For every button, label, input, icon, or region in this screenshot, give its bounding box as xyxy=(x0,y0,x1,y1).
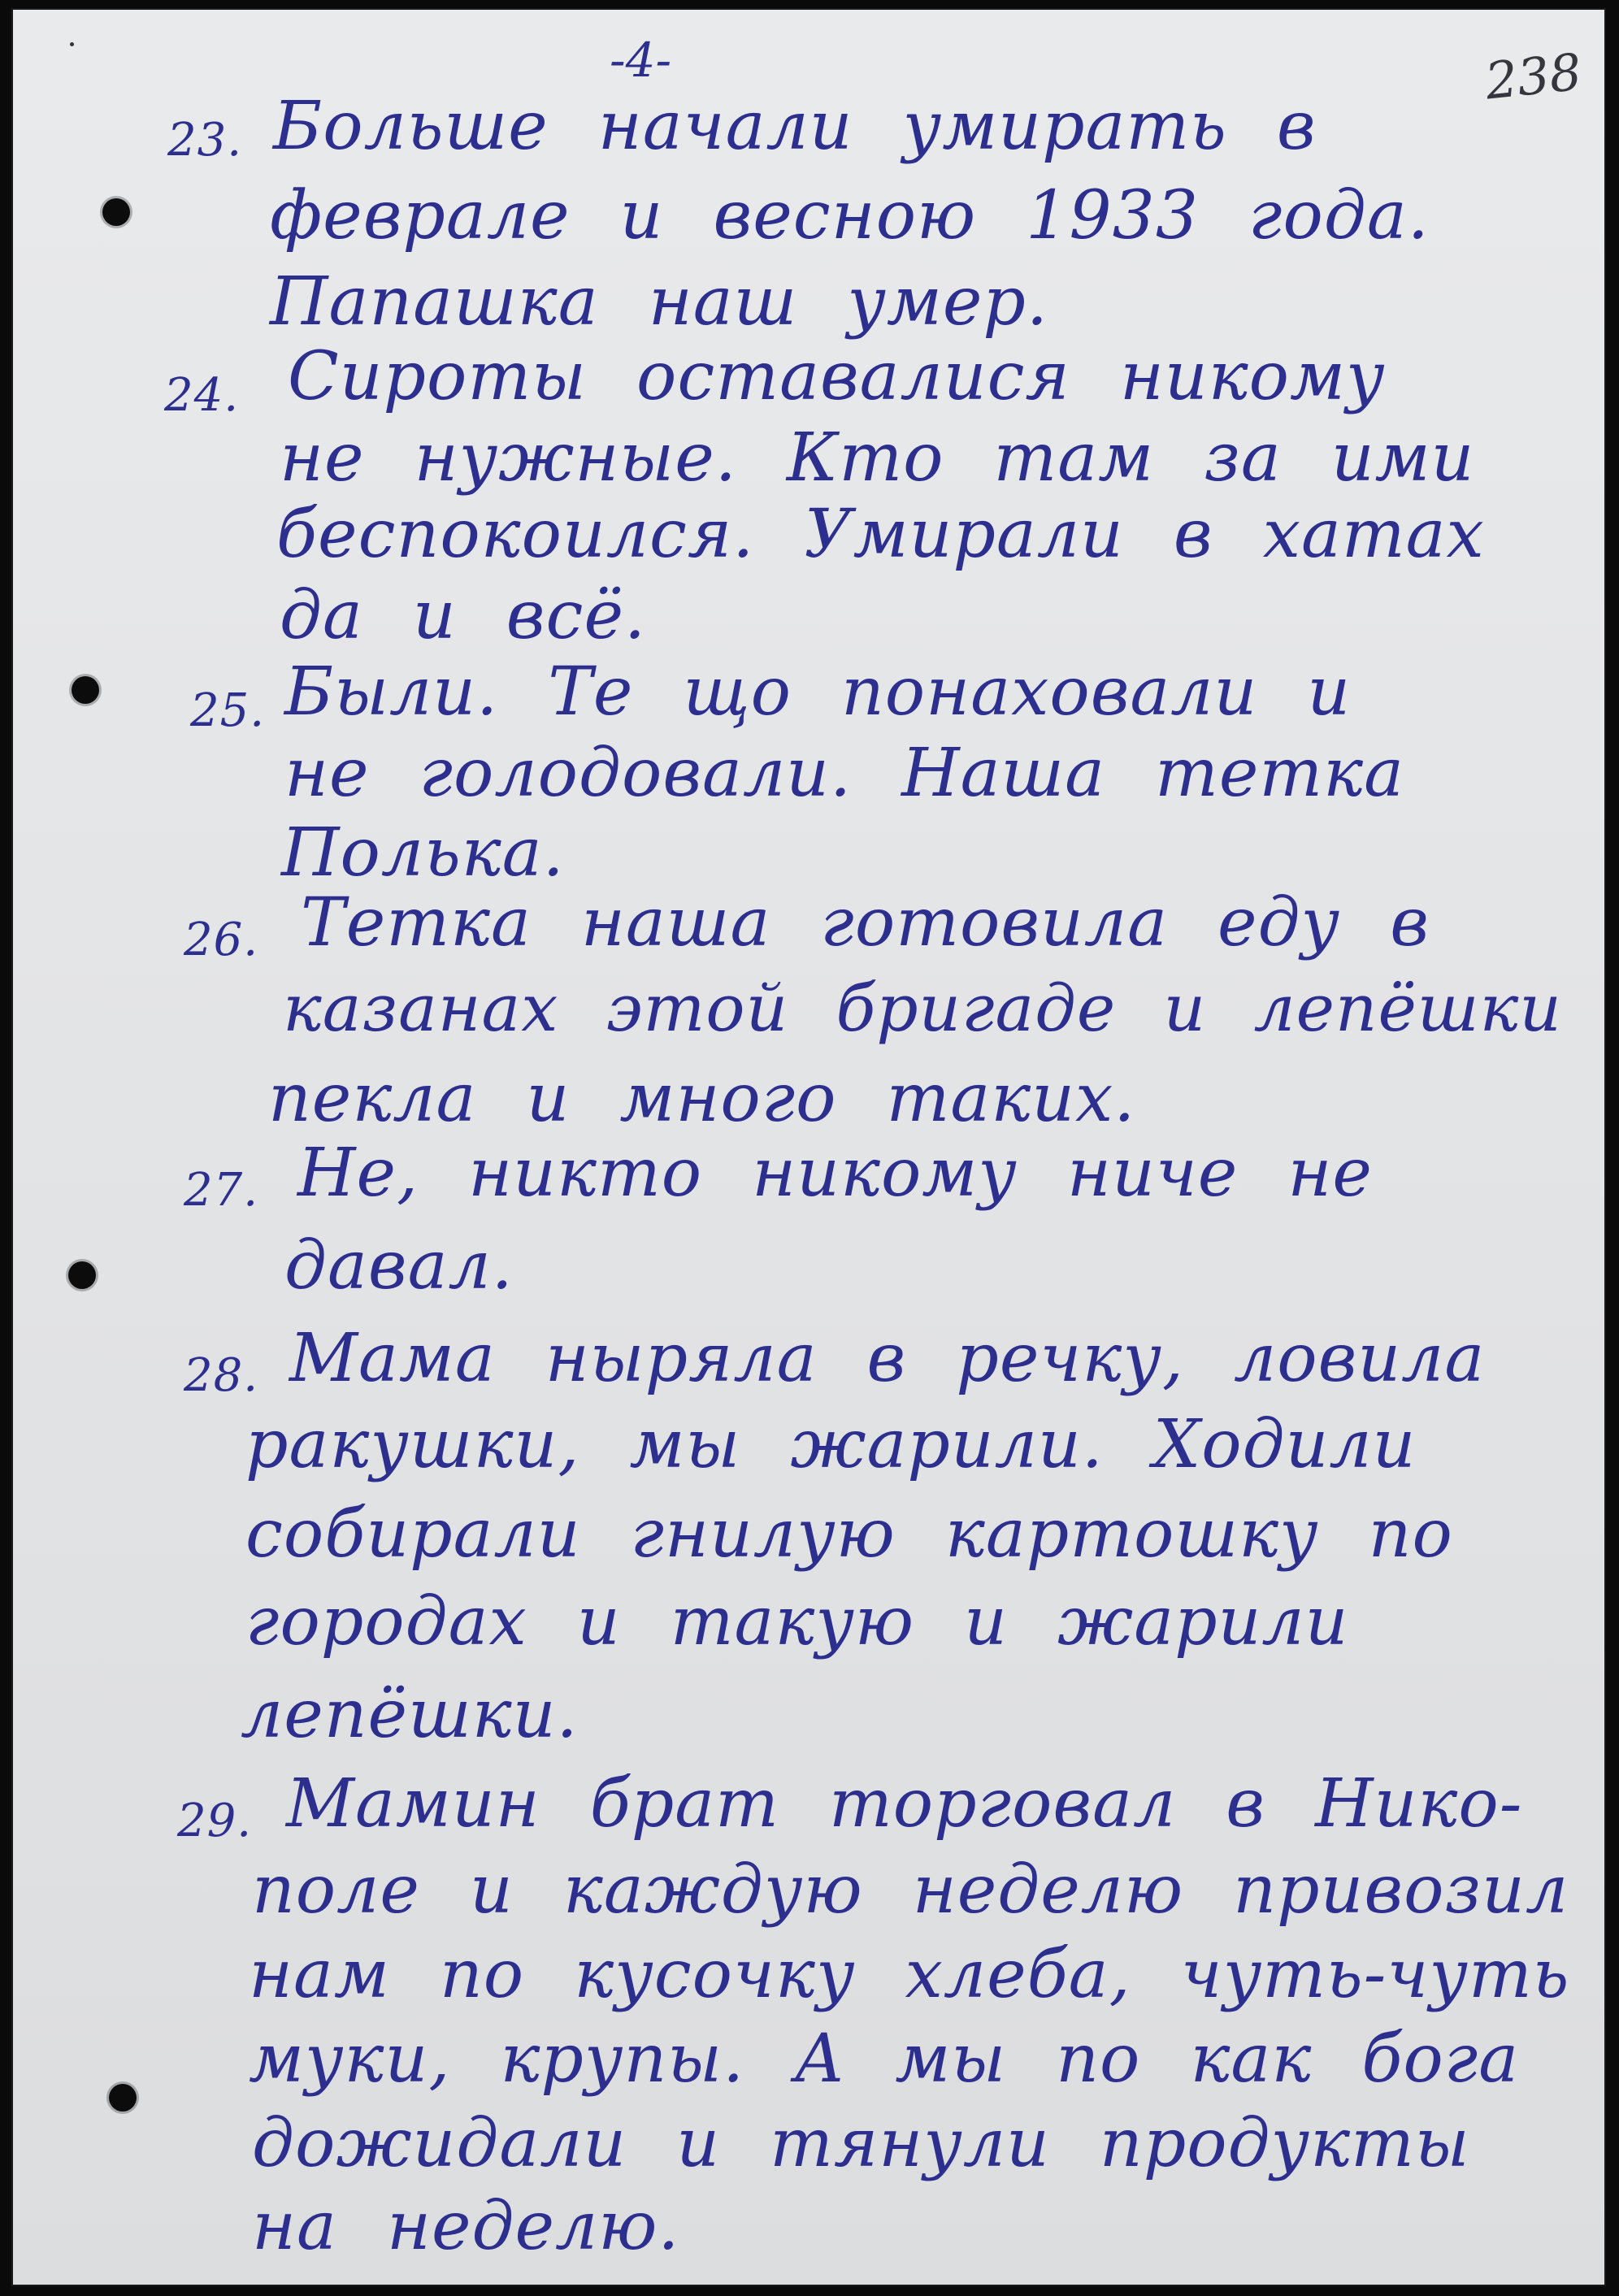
answer-line: да и всё. xyxy=(280,577,647,654)
answer-line: городах и такую и жарили xyxy=(245,1583,1349,1660)
punch-hole xyxy=(72,676,99,704)
answer-line: Не, никто никому ниче не xyxy=(297,1135,1373,1212)
punch-hole xyxy=(68,1261,96,1289)
document-page xyxy=(11,8,1606,2286)
punch-hole xyxy=(102,198,130,226)
item-number: 23. xyxy=(167,114,243,167)
answer-line: Мама ныряла в речку, ловила xyxy=(289,1320,1486,1397)
pencil-mark xyxy=(70,42,74,46)
answer-line: лепёшки. xyxy=(241,1676,579,1753)
item-number: 26. xyxy=(184,914,259,966)
item-number: 28. xyxy=(184,1349,259,1402)
answer-line: на неделю. xyxy=(252,2188,680,2265)
answer-line: беспокоился. Умирали в хатах xyxy=(276,496,1485,573)
answer-line: не голодовали. Наша тетка xyxy=(284,735,1405,812)
answer-line: Папашка наш умер. xyxy=(270,263,1048,341)
item-number: 24. xyxy=(164,369,240,422)
item-number: 25. xyxy=(190,684,266,737)
answer-line: ракушки, мы жарили. Ходили xyxy=(245,1406,1417,1483)
answer-line: Мамин брат торговал в Нико- xyxy=(286,1765,1523,1842)
answer-line: нам по кусочку хлеба, чуть-чуть xyxy=(249,1936,1570,2013)
answer-line: Тетка наша готовила еду в xyxy=(301,884,1430,961)
item-number: 29. xyxy=(177,1795,253,1847)
answer-line: Больше начали умирать в xyxy=(273,88,1317,165)
punch-hole xyxy=(109,2084,137,2112)
answer-line: казанах этой бригаде и лепёшки xyxy=(283,970,1562,1046)
answer-line: поле и каждую неделю привозил xyxy=(252,1851,1569,1929)
answer-line: Были. Те що понаховали и xyxy=(284,653,1352,731)
answer-line: Полька. xyxy=(281,814,565,892)
page-number: -4- xyxy=(610,33,672,88)
answer-line: муки, крупы. А мы по как бога xyxy=(249,2020,1520,2098)
archive-number: 238 xyxy=(1482,41,1585,111)
answer-line: Сироты оставалися никому xyxy=(288,338,1386,415)
answer-line: давал. xyxy=(284,1227,514,1304)
answer-line: пекла и много таких. xyxy=(268,1060,1136,1137)
answer-line: дожидали и тянули продукты xyxy=(252,2105,1470,2182)
answer-line: собирали гнилую картошку по xyxy=(245,1495,1453,1573)
item-number: 27. xyxy=(184,1164,259,1217)
answer-line: феврале и весною 1933 года. xyxy=(270,177,1430,254)
answer-line: не нужные. Кто там за ими xyxy=(280,419,1475,497)
